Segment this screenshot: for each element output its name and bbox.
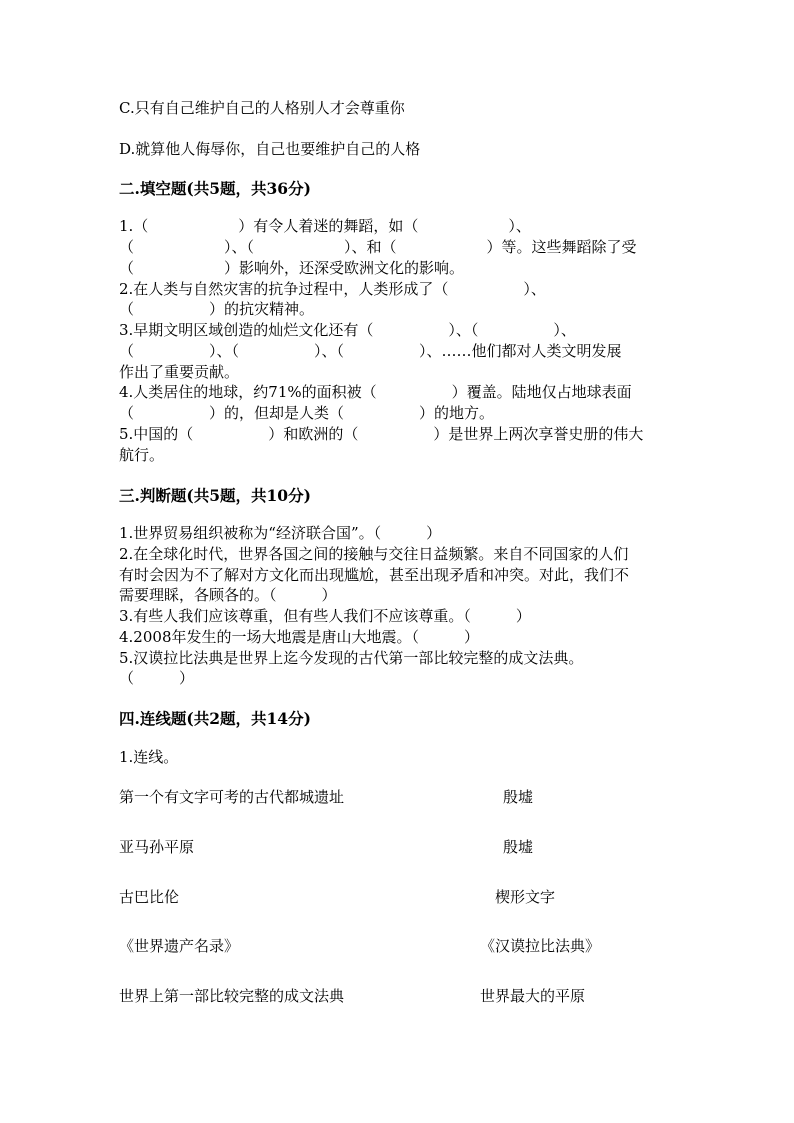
fill-line: 5.中国的（ ）和欧洲的（ ）是世界上两次享誉史册的伟大 [119, 425, 644, 443]
match-right-item: 殷墟 [503, 838, 534, 856]
match-right-item: 世界最大的平原 [480, 987, 586, 1005]
judge-line: 需要理睬，各顾各的。（ ） [119, 586, 337, 604]
judge-line: 5.汉谟拉比法典是世界上迄今发现的古代第一部比较完整的成文法典。 [119, 649, 584, 667]
judge-line: 3.有些人我们应该尊重，但有些人我们不应该尊重。（ ） [119, 607, 531, 625]
fill-heading: 二.填空题(共5题，共36分) [119, 179, 311, 198]
match-intro: 1.连线。 [119, 748, 179, 766]
fill-line: 作出了重要贡献。 [119, 363, 240, 381]
match-left-item: 古巴比伦 [119, 888, 180, 906]
judge-line: 2.在全球化时代，世界各国之间的接触与交往日益频繁。来自不同国家的人们 [119, 545, 629, 563]
fill-line: （ ）的，但却是人类（ ）的地方。 [119, 404, 495, 422]
fill-line: （ ）影响外，还深受欧洲文化的影响。 [119, 259, 465, 277]
match-right-item: 《汉谟拉比法典》 [480, 937, 601, 955]
judge-line: 有时会因为不了解对方文化而出现尴尬，甚至出现矛盾和冲突。对此，我们不 [119, 566, 630, 584]
match-left-item: 世界上第一部比较完整的成文法典 [119, 987, 345, 1005]
match-left-item: 亚马孙平原 [119, 838, 195, 856]
judge-heading: 三.判断题(共5题，共10分) [119, 486, 311, 505]
judge-line: （ ） [119, 669, 195, 687]
match-left-item: 《世界遗产名录》 [119, 937, 240, 955]
fill-line: 4.人类居住的地球，约71%的面积被（ ）覆盖。陆地仅占地球表面 [119, 383, 632, 401]
match-heading: 四.连线题(共2题，共14分) [119, 709, 311, 728]
fill-line: 3.早期文明区域创造的灿烂文化还有（ ）、（ ）、 [119, 321, 576, 339]
option-d: D.就算他人侮辱你，自己也要维护自己的人格 [119, 140, 421, 158]
match-right-item: 殷墟 [503, 788, 534, 806]
judge-line: 4.2008年发生的一场大地震是唐山大地震。（ ） [119, 628, 479, 646]
judge-line: 1.世界贸易组织被称为“经济联合国”。（ ） [119, 524, 442, 542]
fill-line: 航行。 [119, 446, 165, 464]
fill-line: （ ）的抗灾精神。 [119, 300, 315, 318]
fill-line: 2.在人类与自然灾害的抗争过程中，人类形成了（ ）、 [119, 280, 546, 298]
option-c: C.只有自己维护自己的人格别人才会尊重你 [119, 99, 405, 117]
fill-line: （ ）、（ ）、和（ ）等。这些舞蹈除了受 [119, 238, 637, 256]
fill-line: （ ）、（ ）、（ ）、……他们都对人类文明发展 [119, 342, 622, 360]
match-left-item: 第一个有文字可考的古代都城遗址 [119, 788, 345, 806]
match-right-item: 楔形文字 [495, 888, 556, 906]
fill-line: 1.（ ）有令人着迷的舞蹈，如（ ）、 [119, 217, 531, 235]
